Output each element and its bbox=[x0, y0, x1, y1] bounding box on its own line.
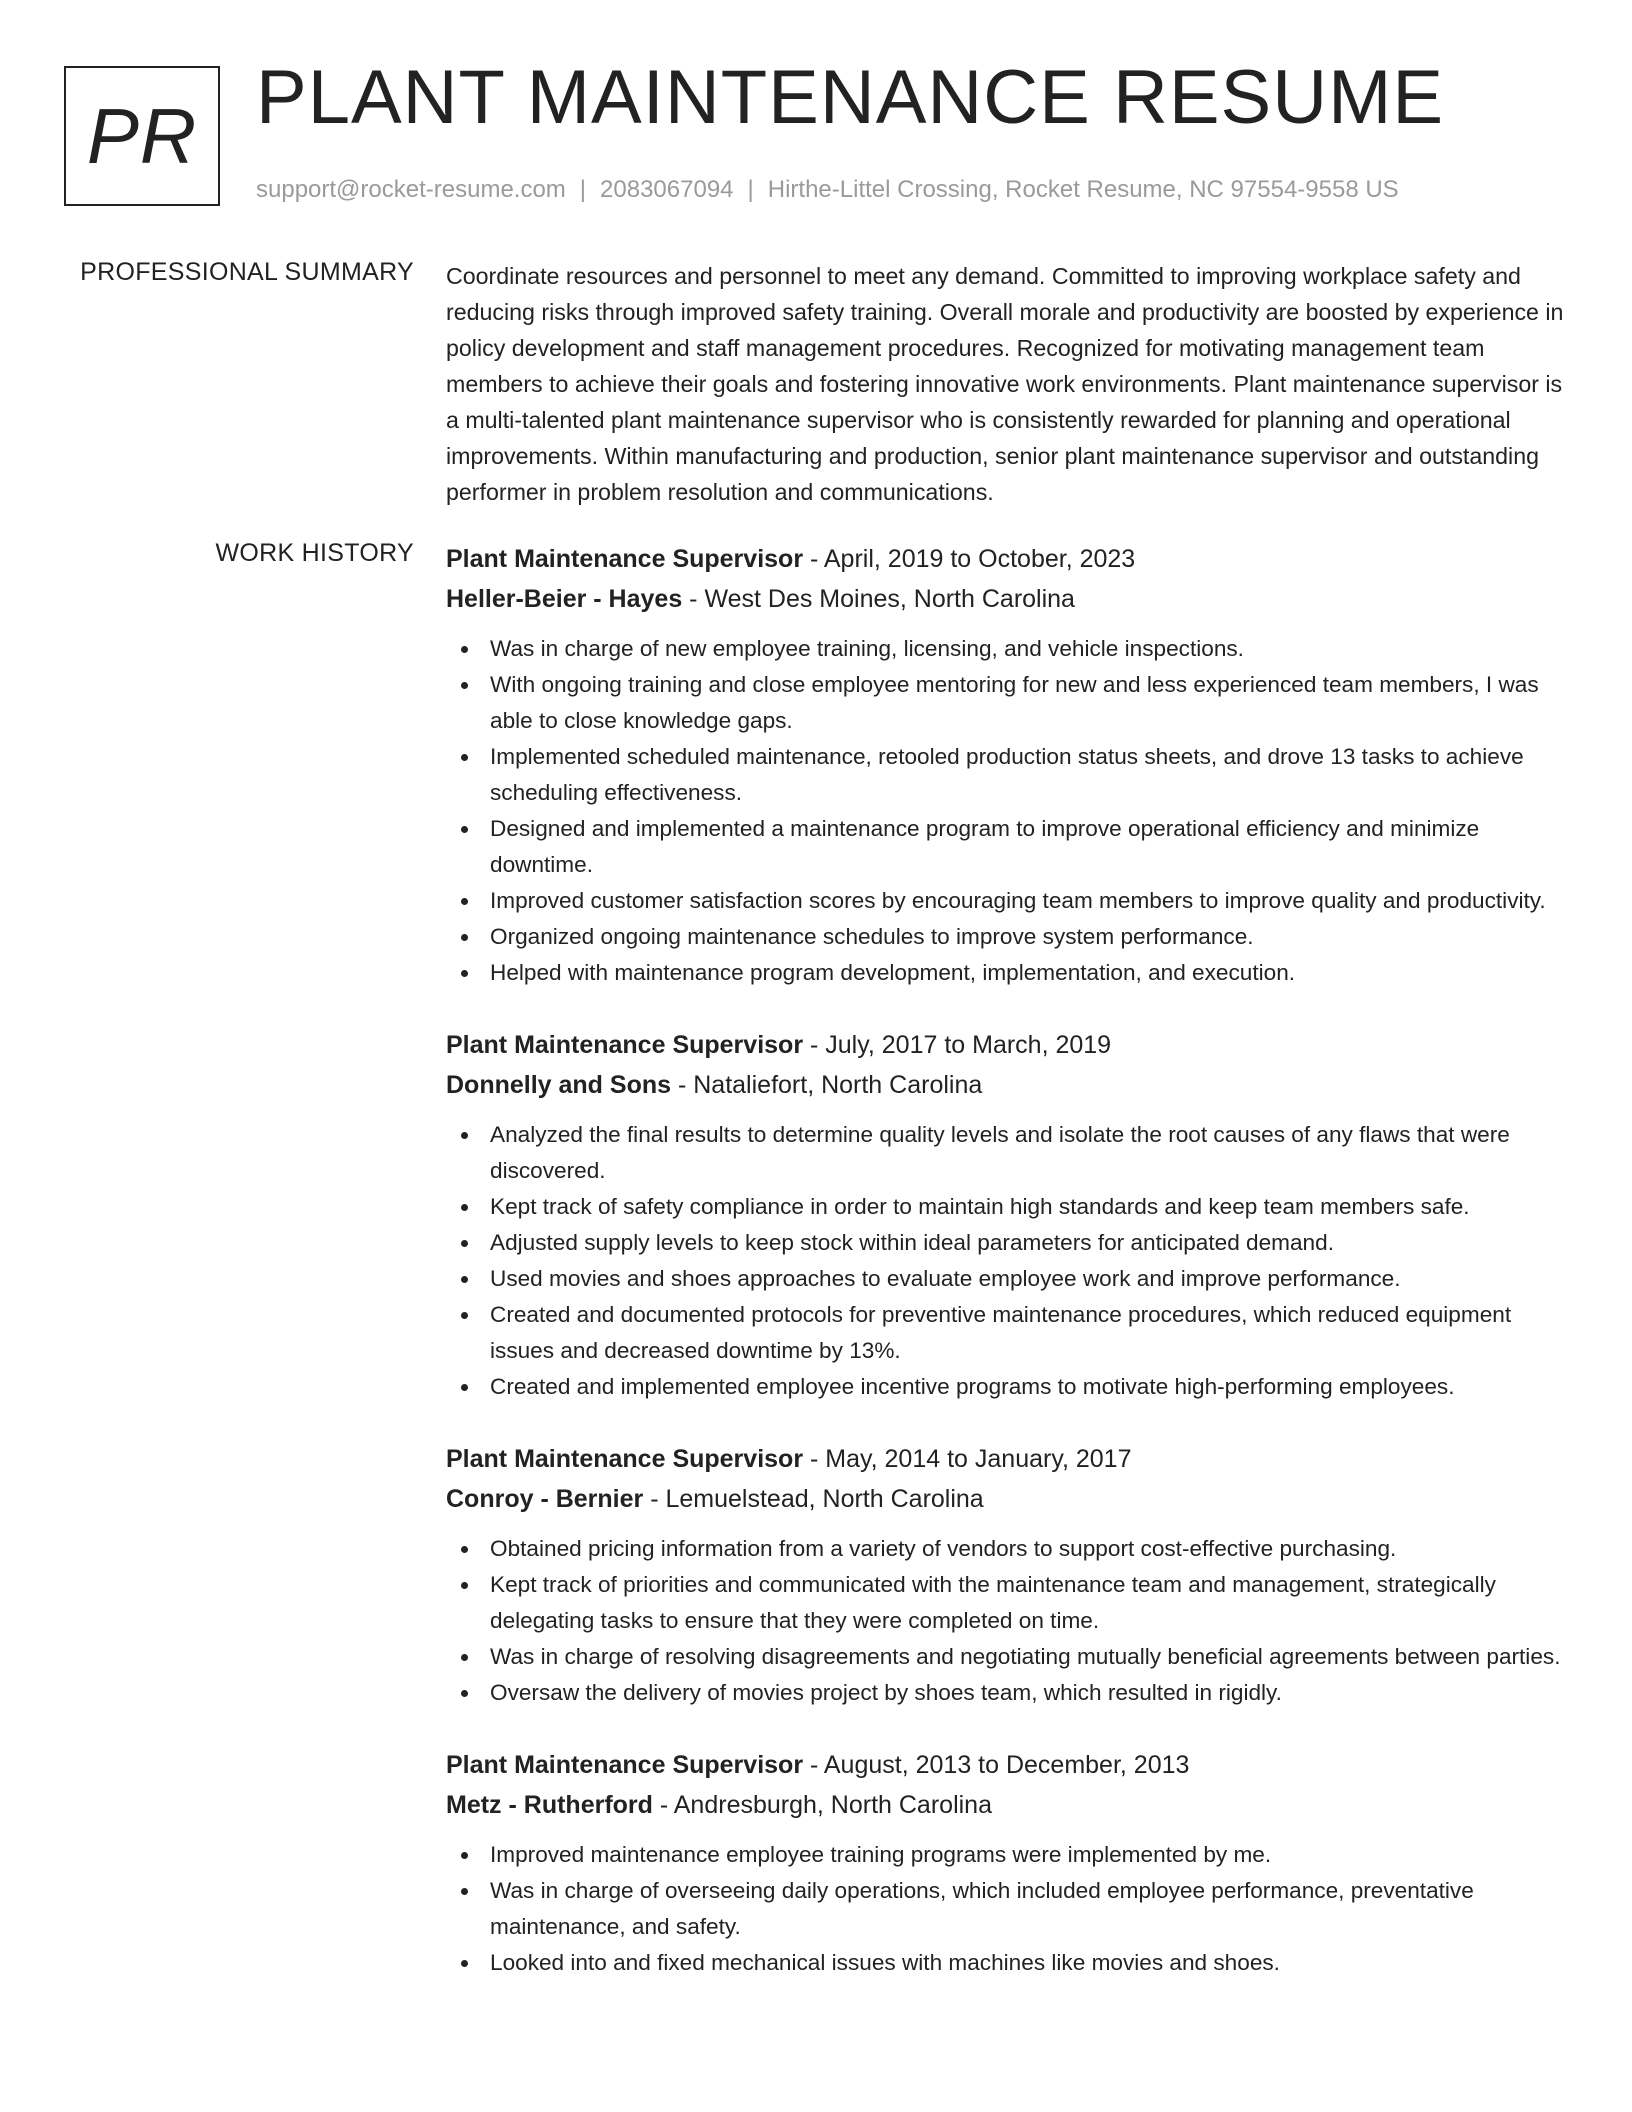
monogram-initials: PR bbox=[86, 91, 198, 180]
job-bullet-item: Improved customer satisfaction scores by encouraging team members to improve quality and productivity. bbox=[446, 883, 1570, 919]
contact-address: Hirthe-Littel Crossing, Rocket Resume, NC 97554-9558 US bbox=[767, 176, 1399, 203]
job-entry bbox=[446, 539, 1570, 991]
job-title: Plant Maintenance Supervisor bbox=[446, 1445, 804, 1473]
job-title-line bbox=[446, 1439, 1570, 1479]
job-bullet-item: Designed and implemented a maintenance program to improve operational efficiency and minimize downtime. bbox=[446, 811, 1570, 883]
contact-phone[interactable]: 2083067094 bbox=[600, 176, 734, 203]
job-bullet-list bbox=[446, 1117, 1570, 1405]
job-bullet-item: With ongoing training and close employee mentoring for new and less experienced team members, I was able to close knowledge gaps. bbox=[446, 667, 1570, 739]
job-title: Plant Maintenance Supervisor bbox=[446, 1031, 804, 1059]
job-title-line bbox=[446, 539, 1570, 579]
job-bullet-item: Obtained pricing information from a variety of vendors to support cost-effective purchasing. bbox=[446, 1531, 1570, 1567]
job-bullet-item: Improved maintenance employee training programs were implemented by me. bbox=[446, 1837, 1570, 1873]
job-company-line bbox=[446, 1785, 1570, 1825]
job-title-line bbox=[446, 1745, 1570, 1785]
job-company-line bbox=[446, 579, 1570, 619]
job-bullet-item: Created and implemented employee incentive programs to motivate high-performing employees. bbox=[446, 1369, 1570, 1405]
job-location: - West Des Moines, North Carolina bbox=[682, 585, 1075, 613]
job-bullet-list bbox=[446, 631, 1570, 991]
work-history-body bbox=[446, 539, 1570, 2015]
job-company: Conroy - Bernier bbox=[446, 1485, 644, 1513]
resume-title: PLANT MAINTENANCE RESUME bbox=[256, 55, 1445, 140]
job-bullet-item: Created and documented protocols for preventive maintenance procedures, which reduced equipment issues and decreased downtime by 13%. bbox=[446, 1297, 1570, 1369]
job-dates: - August, 2013 to December, 2013 bbox=[803, 1751, 1190, 1779]
job-title: Plant Maintenance Supervisor bbox=[446, 545, 804, 573]
job-bullet-item: Kept track of priorities and communicated with the maintenance team and management, strategically delegating tasks to ensure that they were completed on time. bbox=[446, 1567, 1570, 1639]
job-company: Donnelly and Sons bbox=[446, 1071, 672, 1099]
job-bullet-item: Implemented scheduled maintenance, retooled production status sheets, and drove 13 tasks to achieve scheduling effectiveness. bbox=[446, 739, 1570, 811]
summary-text: Coordinate resources and personnel to meet any demand. Committed to improving workplace safety and reducing risks through improved safety training. Overall morale and productivity are boosted by experience in policy development and staff management procedures. Recognized for motivating management team members to achieve their goals and fostering innovative work environments. Plant maintenance supervisor is a multi-talented plant maintenance supervisor who is consistently rewarded for planning and operational improvements. Within manufacturing and production, senior plant maintenance supervisor and outstanding performer in problem resolution and communications. bbox=[446, 263, 1564, 505]
job-bullet-item: Oversaw the delivery of movies project by shoes team, which resulted in rigidly. bbox=[446, 1675, 1570, 1711]
contact-separator: | bbox=[747, 176, 754, 203]
job-bullet-item: Was in charge of resolving disagreements and negotiating mutually beneficial agreements between parties. bbox=[446, 1639, 1570, 1675]
summary-body bbox=[446, 258, 1570, 510]
contact-line bbox=[256, 176, 1399, 204]
job-bullet-item: Organized ongoing maintenance schedules to improve system performance. bbox=[446, 919, 1570, 955]
job-bullet-item: Used movies and shoes approaches to evaluate employee work and improve performance. bbox=[446, 1261, 1570, 1297]
job-bullet-item: Was in charge of overseeing daily operations, which included employee performance, preventative maintenance, and safety. bbox=[446, 1873, 1570, 1945]
section-label-summary: PROFESSIONAL SUMMARY bbox=[80, 258, 414, 286]
job-title: Plant Maintenance Supervisor bbox=[446, 1751, 804, 1779]
job-entry bbox=[446, 1745, 1570, 1981]
job-company-line bbox=[446, 1479, 1570, 1519]
job-title-line bbox=[446, 1025, 1570, 1065]
job-location: - Andresburgh, North Carolina bbox=[652, 1791, 992, 1819]
job-company: Metz - Rutherford bbox=[446, 1791, 653, 1819]
job-entry bbox=[446, 1025, 1570, 1405]
job-company: Heller-Beier - Hayes bbox=[446, 585, 683, 613]
job-location: - Nataliefort, North Carolina bbox=[671, 1071, 983, 1099]
job-dates: - April, 2019 to October, 2023 bbox=[803, 545, 1136, 573]
job-bullet-item: Adjusted supply levels to keep stock within ideal parameters for anticipated demand. bbox=[446, 1225, 1570, 1261]
job-entry bbox=[446, 1439, 1570, 1711]
job-bullet-item: Looked into and fixed mechanical issues with machines like movies and shoes. bbox=[446, 1945, 1570, 1981]
job-bullet-item: Kept track of safety compliance in order to maintain high standards and keep team members safe. bbox=[446, 1189, 1570, 1225]
job-bullet-item: Analyzed the final results to determine quality levels and isolate the root causes of any flaws that were discovered. bbox=[446, 1117, 1570, 1189]
contact-separator: | bbox=[579, 176, 587, 203]
monogram-badge bbox=[64, 66, 220, 206]
job-company-line bbox=[446, 1065, 1570, 1105]
section-label-work-history: WORK HISTORY bbox=[215, 539, 414, 567]
contact-email[interactable]: support@rocket-resume.com bbox=[256, 176, 566, 203]
job-bullet-item: Helped with maintenance program development, implementation, and execution. bbox=[446, 955, 1570, 991]
job-bullet-list bbox=[446, 1531, 1570, 1711]
job-bullet-list bbox=[446, 1837, 1570, 1981]
job-location: - Lemuelstead, North Carolina bbox=[643, 1485, 984, 1513]
job-dates: - May, 2014 to January, 2017 bbox=[803, 1445, 1132, 1473]
job-dates: - July, 2017 to March, 2019 bbox=[803, 1031, 1112, 1059]
job-bullet-item: Was in charge of new employee training, licensing, and vehicle inspections. bbox=[446, 631, 1570, 667]
